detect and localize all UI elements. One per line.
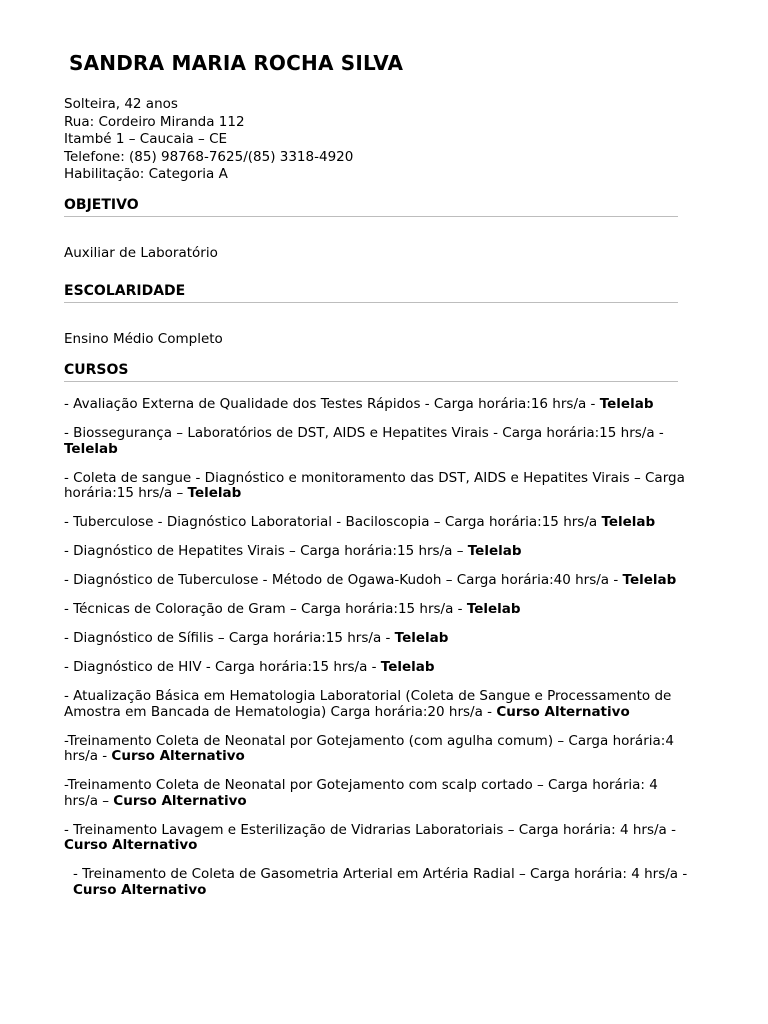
cursos-heading: CURSOS xyxy=(64,361,678,382)
course-provider: Telelab xyxy=(467,543,522,559)
course-item xyxy=(64,426,694,457)
course-description: - Diagnóstico de Sífilis – Carga horária:15 hrs/a - xyxy=(64,630,395,646)
marital-status-age: Solteira, 42 anos xyxy=(64,96,178,112)
course-description: - Treinamento de Coleta de Gasometria Arterial em Artéria Radial – Carga horária: 4 hrs/a - xyxy=(73,866,688,882)
course-description: - Diagnóstico de Tuberculose - Método de Ogawa-Kudoh – Carga horária:40 hrs/a - xyxy=(64,572,623,588)
course-description: - Diagnóstico de Hepatites Virais – Carga horária:15 hrs/a – xyxy=(64,543,468,559)
course-description: - Coleta de sangue - Diagnóstico e monitoramento das DST, AIDS e Hepatites Virais – Carga horária:15 hrs/a – xyxy=(64,469,685,501)
course-item xyxy=(64,544,694,560)
course-item xyxy=(64,602,694,618)
course-description: - Avaliação Externa de Qualidade dos Testes Rápidos - Carga horária:16 hrs/a - xyxy=(64,396,600,412)
course-provider: Curso Alternativo xyxy=(113,792,247,809)
course-provider: Telelab xyxy=(380,659,435,675)
course-provider: Telelab xyxy=(599,396,654,412)
course-description: - Treinamento Lavagem e Esterilização de Vidrarias Laboratoriais – Carga horária: 4 hrs/a - xyxy=(64,821,676,838)
course-description: -Treinamento Coleta de Neonatal por Gotejamento com scalp cortado – Carga horária: 4 hrs/a – xyxy=(64,777,658,809)
course-description: - Diagnóstico de HIV - Carga horária:15 hrs/a - xyxy=(64,659,381,675)
course-provider: Telelab xyxy=(187,485,242,501)
course-provider: Curso Alternativo xyxy=(111,748,245,764)
escolaridade-text: Ensino Médio Completo xyxy=(64,331,223,347)
course-provider: Telelab xyxy=(64,440,118,457)
course-provider: Curso Alternativo xyxy=(73,881,207,898)
course-item xyxy=(64,778,694,809)
course-provider: Curso Alternativo xyxy=(496,703,630,720)
course-item xyxy=(64,397,694,413)
city-address: Itambé 1 – Caucaia – CE xyxy=(64,131,228,148)
course-description: - Atualização Básica em Hematologia Laboratorial (Coleta de Sangue e Processamento de Amostra em Bancada de Hematologia) Carga horária:20 hrs/a - xyxy=(64,688,672,720)
course-item xyxy=(64,734,694,765)
course-item xyxy=(64,631,694,647)
course-item xyxy=(64,515,694,531)
course-list xyxy=(64,397,694,912)
course-description: - Tuberculose - Diagnóstico Laboratorial - Baciloscopia – Carga horária:15 hrs/a xyxy=(64,514,602,530)
phone-numbers: Telefone: (85) 98768-7625/(85) 3318-4920 xyxy=(64,148,354,165)
objetivo-text: Auxiliar de Laboratório xyxy=(64,245,218,261)
candidate-name: SANDRA MARIA ROCHA SILVA xyxy=(69,51,404,75)
street-address: Rua: Cordeiro Miranda 112 xyxy=(64,113,245,130)
driver-license: Habilitação: Categoria A xyxy=(64,166,228,183)
course-item xyxy=(64,867,694,898)
course-description: -Treinamento Coleta de Neonatal por Gotejamento (com agulha comum) – Carga horária:4 hrs/a - xyxy=(64,732,674,764)
escolaridade-heading: ESCOLARIDADE xyxy=(64,282,678,303)
contact-block xyxy=(64,96,353,184)
objetivo-heading: OBJETIVO xyxy=(64,196,678,217)
course-description: - Biossegurança – Laboratórios de DST, AIDS e Hepatites Virais - Carga horária:15 hrs/a - xyxy=(64,425,664,441)
course-item xyxy=(64,573,694,589)
course-item xyxy=(64,689,694,720)
course-item xyxy=(64,823,694,854)
course-description: - Técnicas de Coloração de Gram – Carga horária:15 hrs/a - xyxy=(64,601,467,617)
course-provider: Telelab xyxy=(601,514,656,530)
course-provider: Curso Alternativo xyxy=(64,837,198,853)
course-provider: Telelab xyxy=(394,630,449,646)
course-item xyxy=(64,471,694,502)
course-item xyxy=(64,660,694,676)
course-provider: Telelab xyxy=(622,572,677,588)
course-provider: Telelab xyxy=(466,601,521,617)
